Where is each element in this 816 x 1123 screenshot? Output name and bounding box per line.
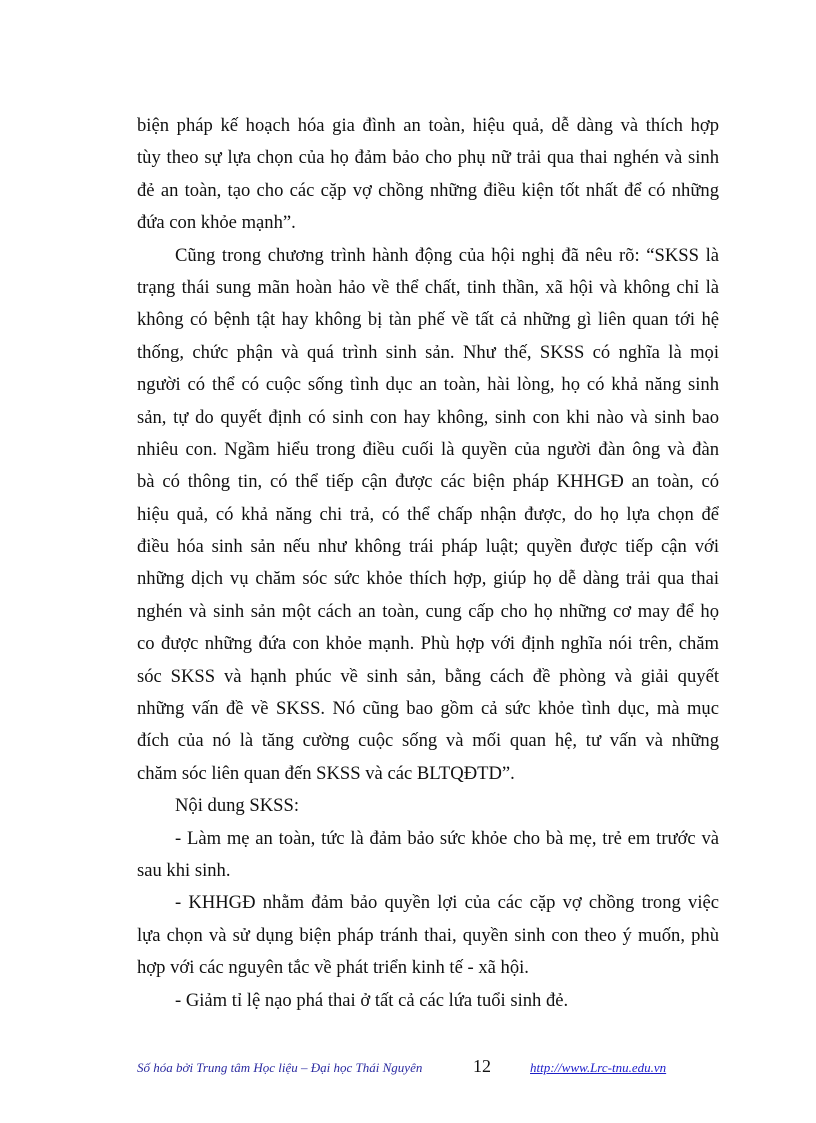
footer-url-link[interactable]: http://www.Lrc-tnu.edu.vn [530,1060,667,1075]
page-number: 12 [473,1056,491,1076]
text-line: bà có thông tin, có thể tiếp cận được các biện pháp KHHGĐ an toàn, có [137,471,719,493]
text-line: co được những đứa con khỏe mạnh. Phù hợp với định nghĩa nói trên, chăm [137,633,719,655]
text-line: nghén và sinh sản một cách an toàn, cung cấp cho họ những cơ may để họ [137,600,719,622]
text-line: hiệu quả, có khả năng chi trả, có thể chấp nhận được, do họ lựa chọn để [137,503,719,525]
text-line: trạng thái sung mãn hoàn hảo về thể chất, tinh thần, xã hội và không chỉ là [137,276,719,298]
list-item: - Giảm tỉ lệ nạo phá thai ở tất cả các lứa tuổi sinh đẻ. [175,989,569,1011]
text-line: sau khi sinh. [137,859,231,881]
text-line: điều hóa sinh sản nếu như không trái pháp luật; quyền được tiếp cận với [137,536,719,558]
text-line: đẻ an toàn, tạo cho các cặp vợ chồng những điều kiện tốt nhất để có những [137,179,719,201]
text-line: hợp với các nguyên tắc về phát triển kinh tế - xã hội. [137,957,529,979]
text-line: biện pháp kế hoạch hóa gia đình an toàn, hiệu quả, dễ dàng và thích hợp [137,115,719,136]
list-item: - KHHGĐ nhằm đảm bảo quyền lợi của các cặp vợ chồng trong việc [175,892,719,914]
text-line: sóc SKSS và hạnh phúc về sinh sản, bằng cách đề phòng và giải quyết [137,665,719,687]
text-line: tùy theo sự lựa chọn của họ đảm bảo cho phụ nữ trải qua thai nghén và sinh [137,147,719,169]
list-item: - Làm mẹ an toàn, tức là đảm bảo sức khỏe cho bà mẹ, trẻ em trước và [175,827,719,849]
text-line: thống, chức phận và quá trình sinh sản. Như thế, SKSS có nghĩa là mọi [137,341,719,363]
document-body [137,110,719,1017]
text-line: không có bệnh tật hay không bị tàn phế về tất cả những gì liên quan tới hệ [137,309,719,331]
section-heading: Nội dung SKSS: [175,795,299,817]
text-line: nhiêu con. Ngầm hiểu trong điều cuối là quyền của người đàn ông và đàn [137,438,719,460]
text-line: đích của nó là tăng cường cuộc sống và mối quan hệ, tư vấn và những [137,730,719,752]
text-line: người có thể có cuộc sống tình dục an toàn, hài lòng, họ có khả năng sinh [137,374,719,396]
text-line: đứa con khỏe mạnh”. [137,212,296,234]
text-line: những dịch vụ chăm sóc sức khỏe thích hợp, giúp họ dễ dàng trải qua thai [137,568,719,590]
text-line: Cũng trong chương trình hành động của hội nghị đã nêu rõ: “SKSS là [175,244,719,266]
text-line: những vấn đề về SKSS. Nó cũng bao gồm cả sức khỏe tình dục, mà mục [137,698,719,720]
text-line: sản, tự do quyết định có sinh con hay không, sinh con khi nào và sinh bao [137,406,719,428]
footer-source: Số hóa bởi Trung tâm Học liệu – Đại học Thái Nguyên [137,1060,423,1075]
text-line: chăm sóc liên quan đến SKSS và các BLTQĐTD”. [137,762,515,784]
page-footer [0,1056,816,1080]
text-line: lựa chọn và sử dụng biện pháp tránh thai, quyền sinh con theo ý muốn, phù [137,924,719,946]
